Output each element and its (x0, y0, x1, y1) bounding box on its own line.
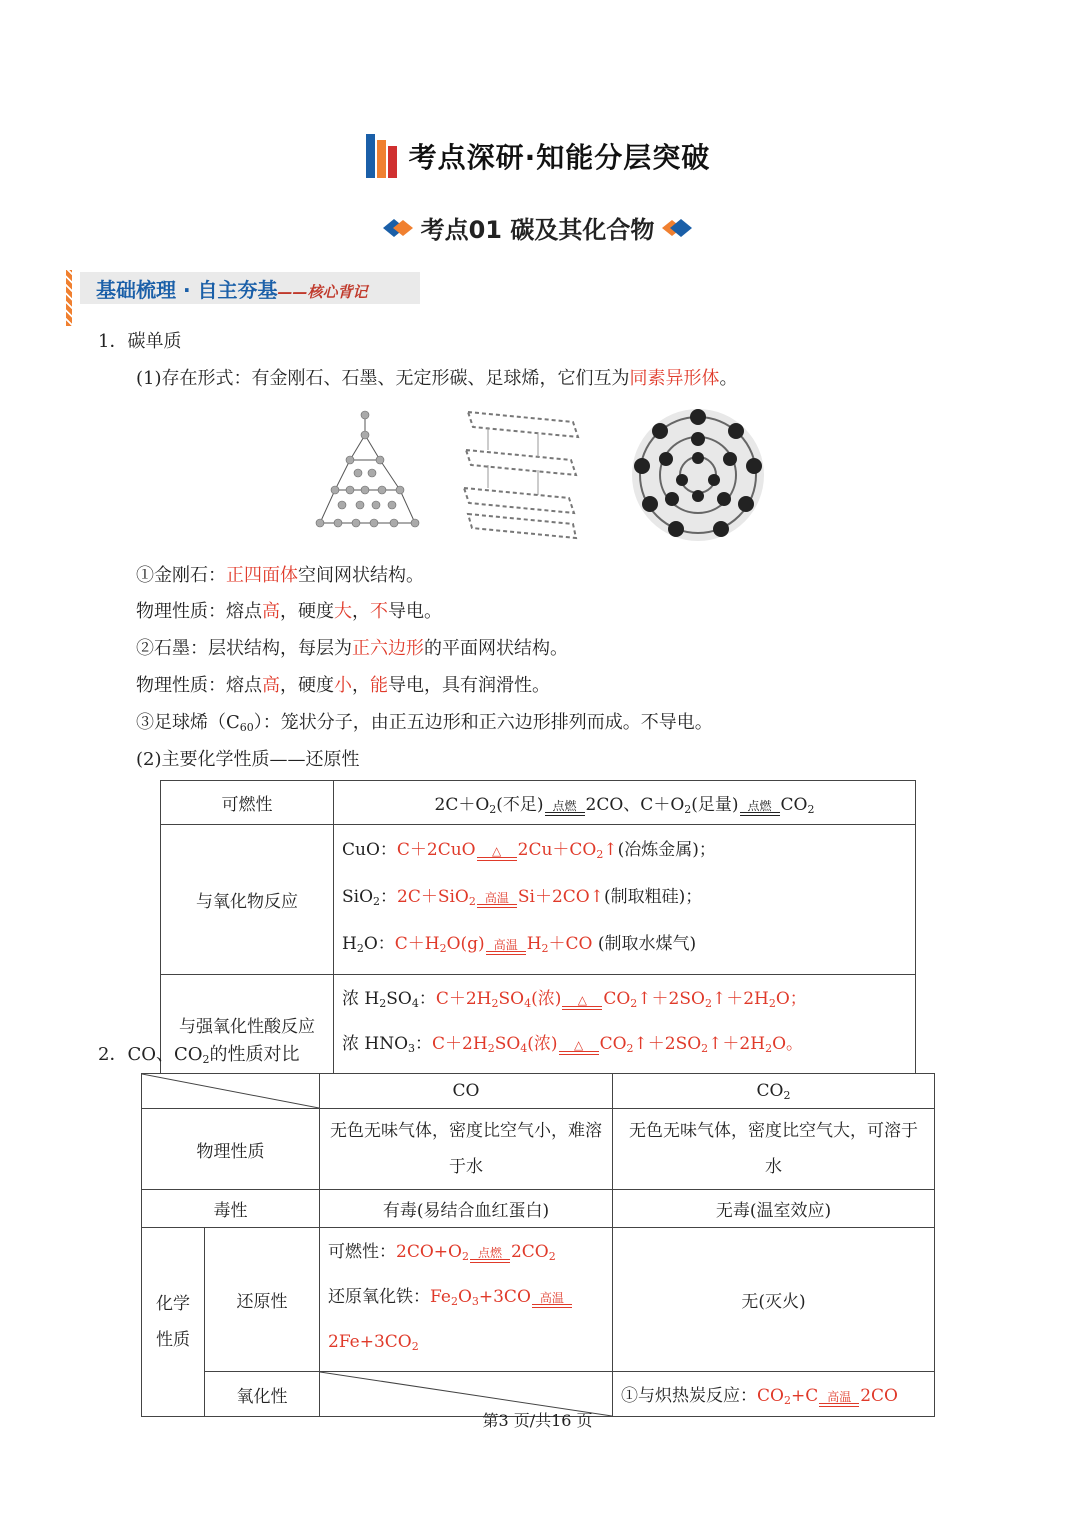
co-co2-comparison-table (141, 1073, 935, 1417)
co2-oxidizing: ①与炽热炭反应：$CO_2+C$ 高温 2CO (613, 1372, 935, 1417)
table-row (142, 1074, 935, 1109)
line-diamond: ①金刚石：正四面体空间网状结构。 (136, 565, 424, 586)
co2-physical: 无色无味气体，密度比空气大，可溶于水 (613, 1109, 935, 1190)
table-row (161, 781, 916, 825)
row-label-oxides: 与氧化物反应 (161, 825, 334, 975)
line-chem-props: (2)主要化学性质——还原性 (136, 749, 360, 770)
label-chemical: 化学性质 (142, 1228, 205, 1417)
co-toxicity: 有毒(易结合血红蛋白) (320, 1190, 613, 1228)
topic-title: 考点01 碳及其化合物 (420, 216, 655, 244)
diamond-left-icon (381, 217, 415, 239)
acid-reactions: 浓 $H_2SO_4$：$C+2H_2SO_4$(浓) △ $CO_2↑+2SO_2↑+2H_2O$； 浓 $HNO_3$：$C+2H_2SO_4$(浓) △ $CO_2↑+2SO_2↑+2H_2O$。 (334, 975, 916, 1074)
section-title: 基础梳理 · 自主夯基 (96, 278, 278, 302)
line-allotropes: (1)存在形式：有金刚石、石墨、无定形碳、足球烯，它们互为同素异形体。 (136, 368, 738, 389)
label-oxidizing: 氧化性 (205, 1372, 320, 1417)
line-diamond-props: 物理性质：熔点高，硬度大，不导电。 (136, 601, 442, 622)
graphite-structure-image (458, 402, 583, 544)
header-co2: $CO_2$ (613, 1074, 935, 1109)
line-graphite-props: 物理性质：熔点高，硬度小，能导电，具有润滑性。 (136, 675, 550, 696)
table-row (142, 1190, 935, 1228)
section-note: ——核心背记 (277, 283, 368, 301)
table-row (142, 1109, 935, 1190)
row-label-combustion: 可燃性 (161, 781, 334, 825)
banner (0, 132, 1075, 185)
diamond-right-icon (660, 217, 694, 239)
section-header (66, 268, 426, 324)
table-row (161, 825, 916, 975)
label-reducing: 还原性 (205, 1228, 320, 1372)
label-physical: 物理性质 (142, 1109, 320, 1190)
row-label-acids: 与强氧化性酸反应 (161, 975, 334, 1074)
diamond-structure-image (310, 405, 420, 540)
carbon-reactions-table (160, 780, 916, 1074)
fullerene-structure-image (626, 404, 771, 546)
combustion-equation: $2C+O_2$(不足) 点燃 2CO、$C+O_2$(足量) 点燃 $CO_2$ (334, 781, 916, 825)
topic-header (0, 210, 1075, 245)
line-fullerene: ③足球烯$(C_{60})$：笼状分子，由正五边形和正六边形排列而成。不导电。 (136, 712, 713, 734)
diagonal-header-cell (142, 1074, 320, 1109)
oxide-reactions: CuO：C＋2CuO △ $2Cu+CO_2↑$(冶炼金属)； SiO$_2$：2C＋SiO$_2$ 高温 Si＋2CO↑(制取粗硅)； $H_2O$：$C+H_2O(g)$ 高温 $H_2+CO$ (制取水煤气) (334, 825, 916, 975)
label-toxicity: 毒性 (142, 1190, 320, 1228)
co2-toxicity: 无毒(温室效应) (613, 1190, 935, 1228)
section-bar (66, 270, 72, 326)
books-logo-icon (365, 132, 401, 180)
header-co: CO (320, 1074, 613, 1109)
co-reducing: 可燃性：$2CO+O_2$ 点燃 $2CO_2$ 还原氧化铁：$Fe_2O_3+3CO$ 高温 $2Fe+3CO_2$ (320, 1228, 613, 1372)
banner-title: 考点深研·知能分层突破 (408, 141, 711, 174)
co2-reducing: 无(灭火) (613, 1228, 935, 1372)
line-graphite: ②石墨：层状结构，每层为正六边形的平面网状结构。 (136, 638, 568, 659)
heading-co-co2: 2．CO、$CO_2$的性质对比 (98, 1044, 300, 1066)
heading-carbon: 1．碳单质 (98, 331, 182, 352)
table-row (142, 1228, 935, 1372)
page-number: 第3 页/共16 页 (482, 1411, 593, 1430)
co-physical: 无色无味气体，密度比空气小，难溶于水 (320, 1109, 613, 1190)
